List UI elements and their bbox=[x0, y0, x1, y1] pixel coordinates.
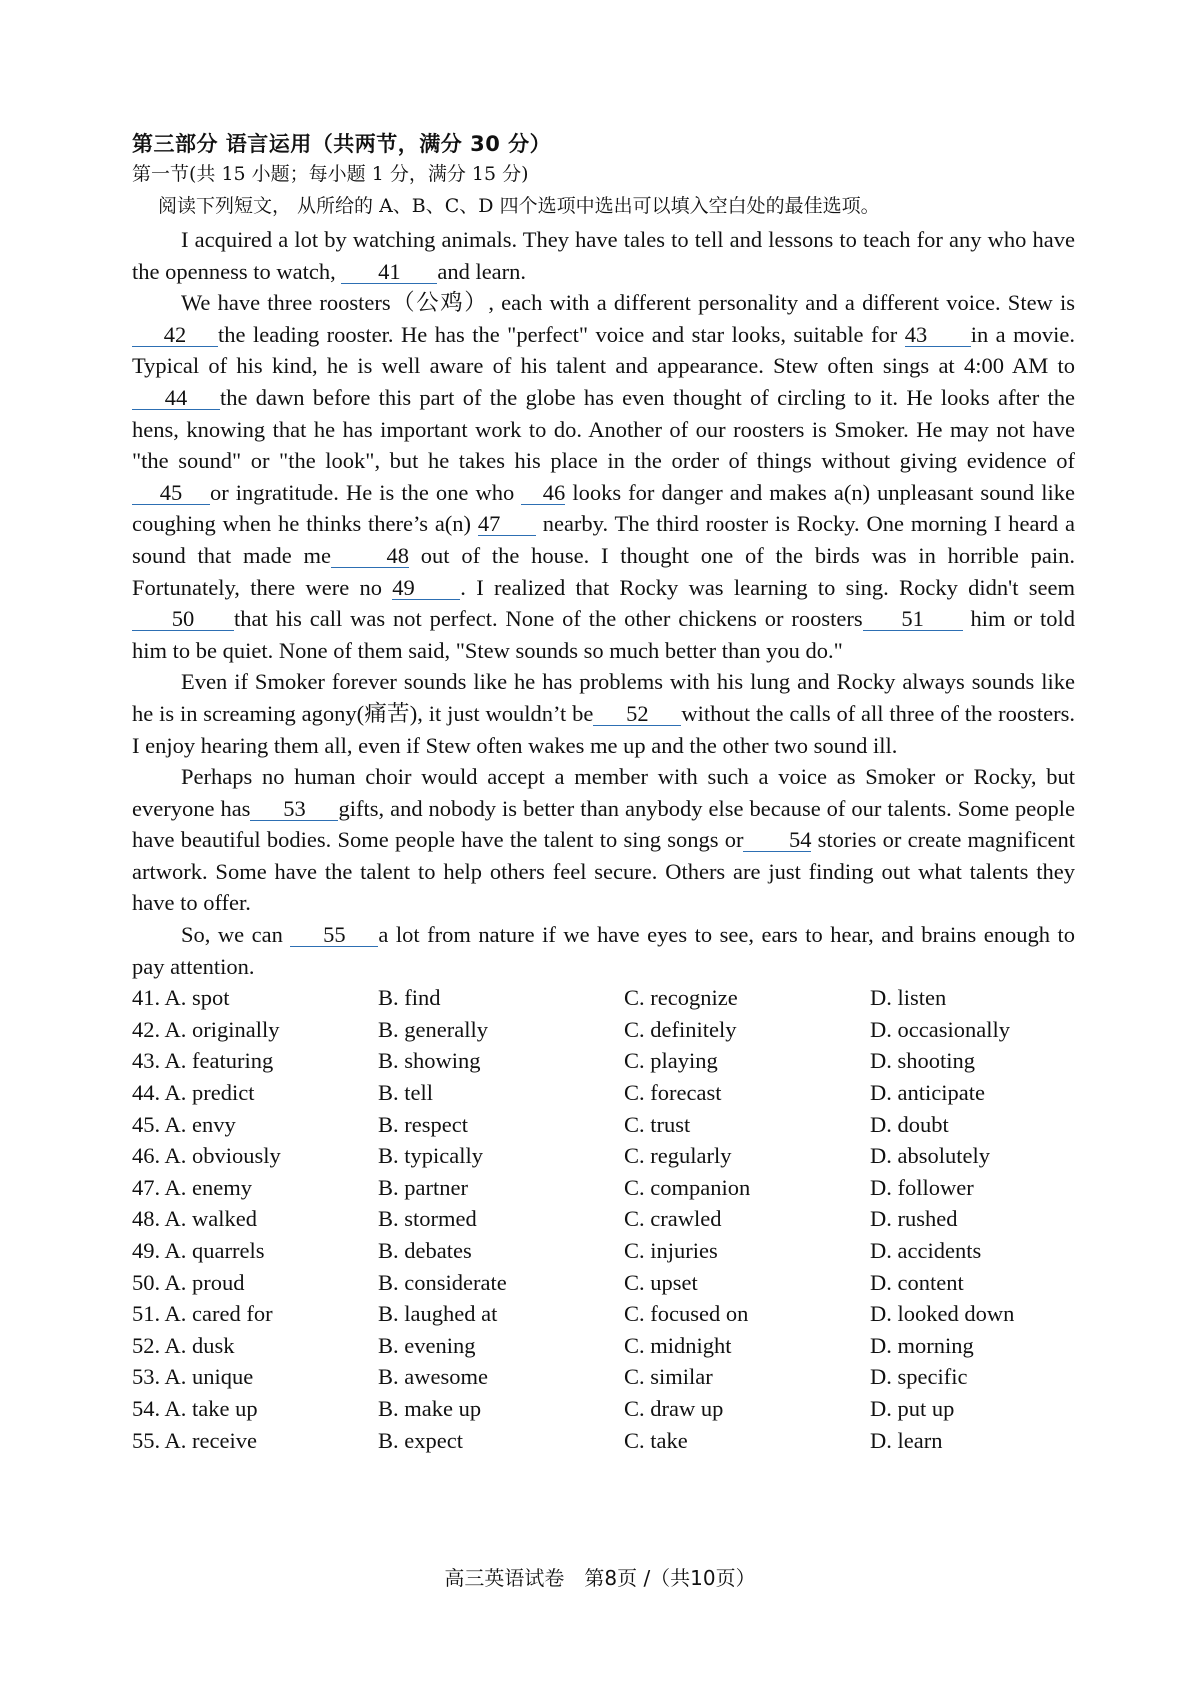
text: the leading rooster. He has the "perfect" voice and star looks, suitable for bbox=[218, 321, 905, 347]
text: and learn. bbox=[437, 258, 527, 284]
option-b: B. make up bbox=[378, 1395, 482, 1421]
option-b: B. tell bbox=[378, 1080, 433, 1106]
option-b: B. generally bbox=[378, 1016, 488, 1042]
text: out of the house. I thought one of the birds was in horrible pain. Fortunately, there were no bbox=[132, 542, 1075, 600]
option-d: D. occasionally bbox=[870, 1016, 1010, 1042]
option-row-48 bbox=[132, 1203, 1075, 1235]
option-d: D. accidents bbox=[870, 1238, 982, 1263]
option-a: 53. A. unique bbox=[132, 1364, 254, 1390]
text: stories or create magnificent artwork. Some have the talent to help others feel secure. Others are just finding out what talents they have to offer. bbox=[132, 827, 1075, 916]
blank-52: 52 bbox=[593, 703, 681, 726]
option-d: D. learn bbox=[870, 1427, 943, 1453]
option-b: B. find bbox=[378, 985, 441, 1011]
option-a: 49. A. quarrels bbox=[132, 1238, 265, 1263]
option-row-50 bbox=[132, 1267, 1075, 1299]
text: So, we can bbox=[181, 922, 291, 948]
option-row-42 bbox=[132, 1014, 1075, 1046]
exam-page bbox=[132, 130, 1075, 1456]
paragraph-2 bbox=[132, 287, 1075, 666]
option-c: C. draw up bbox=[624, 1395, 724, 1421]
text: without the calls of all three of the roosters. I enjoy hearing them all, even if Stew often wakes me up and the other two sound ill. bbox=[132, 700, 1075, 758]
option-d: D. doubt bbox=[870, 1111, 949, 1137]
blank-44: 44 bbox=[132, 387, 220, 410]
option-d: D. content bbox=[870, 1269, 964, 1295]
option-c: C. take bbox=[624, 1427, 688, 1453]
option-b: B. stormed bbox=[378, 1206, 477, 1232]
option-b: B. laughed at bbox=[378, 1301, 498, 1327]
option-c: C. recognize bbox=[624, 985, 738, 1011]
option-d: D. listen bbox=[870, 985, 947, 1011]
paragraph-4 bbox=[132, 761, 1075, 919]
option-row-41 bbox=[132, 982, 1075, 1014]
blank-54: 54 bbox=[743, 829, 811, 852]
option-c: C. focused on bbox=[624, 1301, 749, 1327]
option-d: D. follower bbox=[870, 1174, 974, 1200]
option-d: D. anticipate bbox=[870, 1080, 985, 1106]
option-d: D. shooting bbox=[870, 1048, 976, 1074]
option-row-52 bbox=[132, 1330, 1075, 1362]
option-b: B. considerate bbox=[378, 1269, 507, 1295]
text: in a movie. Typical of his kind, he is well aware of his talent and appearance. Stew often sings at 4:00 AM to bbox=[132, 321, 1076, 379]
text: gifts, and nobody is better than anybody else because of our talents. Some people have beautiful bodies. Some people have the talent to sing songs or bbox=[132, 795, 1075, 853]
option-c: C. regularly bbox=[624, 1143, 732, 1169]
option-a: 45. A. envy bbox=[132, 1111, 236, 1137]
option-c: C. definitely bbox=[624, 1016, 737, 1042]
blank-48: 48 bbox=[331, 545, 409, 568]
text: We have three roosters（公鸡）, each with a different personality and a different voice. Stew is bbox=[181, 290, 1075, 316]
paragraph-5 bbox=[132, 919, 1075, 982]
option-c: C. companion bbox=[624, 1174, 751, 1200]
option-row-44 bbox=[132, 1077, 1075, 1109]
text: that his call was not perfect. None of the other chickens or roosters bbox=[234, 606, 863, 632]
option-row-43 bbox=[132, 1045, 1075, 1077]
blank-42: 42 bbox=[132, 324, 218, 347]
blank-51: 51 bbox=[863, 608, 963, 631]
option-a: 41. A. spot bbox=[132, 985, 230, 1011]
option-d: D. rushed bbox=[870, 1206, 958, 1232]
option-b: B. partner bbox=[378, 1174, 468, 1200]
option-d: D. morning bbox=[870, 1332, 974, 1358]
option-c: C. trust bbox=[624, 1111, 691, 1137]
option-row-53 bbox=[132, 1361, 1075, 1393]
option-b: B. awesome bbox=[378, 1364, 488, 1390]
blank-45: 45 bbox=[132, 482, 210, 505]
blank-41: 41 bbox=[341, 261, 437, 284]
blank-47: 47 bbox=[478, 513, 536, 536]
blank-55: 55 bbox=[290, 924, 378, 947]
blank-50: 50 bbox=[132, 608, 234, 631]
option-row-55 bbox=[132, 1425, 1075, 1457]
option-a: 50. A. proud bbox=[132, 1269, 245, 1295]
paragraph-3 bbox=[132, 666, 1075, 761]
text: the dawn before this part of the globe has even thought of circling to it. He looks after the hens, knowing that he has important work to do. Another of our roosters is Smoker. He may not have "the sound" or "the look", but he takes his place in the order of things without giving evidence of bbox=[132, 384, 1075, 474]
option-c: C. similar bbox=[624, 1364, 713, 1390]
instructions: 阅读下列短文， 从所给的 A、B、C、D 四个选项中选出可以填入空白处的最佳选项。 bbox=[158, 195, 880, 217]
text: nearby. The third rooster is Rocky. One morning I heard a sound that made me bbox=[132, 511, 1075, 568]
option-row-46 bbox=[132, 1140, 1075, 1172]
option-row-47 bbox=[132, 1172, 1075, 1204]
option-a: 52. A. dusk bbox=[132, 1332, 235, 1358]
blank-43: 43 bbox=[905, 324, 971, 347]
option-b: B. showing bbox=[378, 1048, 481, 1074]
option-b: B. respect bbox=[378, 1111, 468, 1137]
text: or ingratitude. He is the one who bbox=[210, 479, 522, 505]
text: looks for danger and makes a(n) unpleasant sound like coughing when he thinks there’s a(n) bbox=[132, 479, 1075, 537]
option-a: 54. A. take up bbox=[132, 1395, 258, 1421]
option-row-45 bbox=[132, 1109, 1075, 1141]
option-c: C. playing bbox=[624, 1048, 718, 1074]
text: . I realized that Rocky was learning to sing. Rocky didn't seem bbox=[460, 574, 1075, 600]
option-c: C. forecast bbox=[624, 1080, 722, 1106]
option-a: 42. A. originally bbox=[132, 1016, 280, 1042]
text: him or told him to be quiet. None of them said, "Stew sounds so much better than you do." bbox=[132, 606, 1076, 663]
text: Perhaps no human choir would accept a member with such a voice as Smoker or Rocky, but everyone has bbox=[132, 764, 1075, 821]
option-a: 51. A. cared for bbox=[132, 1301, 273, 1327]
option-a: 44. A. predict bbox=[132, 1080, 255, 1106]
option-c: C. crawled bbox=[624, 1206, 722, 1232]
subsection-title: 第一节(共 15 小题；每小题 1 分，满分 15 分) bbox=[132, 163, 529, 185]
option-d: D. looked down bbox=[870, 1301, 1015, 1327]
options-list bbox=[132, 982, 1075, 1456]
option-row-54 bbox=[132, 1393, 1075, 1425]
paragraph-1 bbox=[132, 224, 1075, 287]
option-b: B. evening bbox=[378, 1332, 476, 1358]
section-title: 第三部分 语言运用（共两节，满分 30 分） bbox=[132, 132, 552, 156]
option-d: D. absolutely bbox=[870, 1143, 990, 1169]
option-c: C. midnight bbox=[624, 1332, 732, 1358]
option-a: 55. A. receive bbox=[132, 1427, 257, 1453]
page-footer: 高三英语试卷 第8页 /（共10页） bbox=[444, 1566, 756, 1590]
text: Even if Smoker forever sounds like he has problems with his lung and Rocky always sounds like he is in screaming agony(痛苦), it just wouldn’t be bbox=[132, 669, 1075, 726]
option-b: B. debates bbox=[378, 1238, 472, 1263]
option-b: B. typically bbox=[378, 1143, 483, 1169]
option-d: D. put up bbox=[870, 1395, 955, 1421]
blank-46: 46 bbox=[521, 482, 565, 505]
option-d: D. specific bbox=[870, 1364, 968, 1390]
option-row-51 bbox=[132, 1298, 1075, 1330]
option-c: C. injuries bbox=[624, 1238, 718, 1263]
option-a: 43. A. featuring bbox=[132, 1048, 274, 1074]
blank-49: 49 bbox=[392, 577, 460, 600]
text: a lot from nature if we have eyes to see, ears to hear, and brains enough to pay attention. bbox=[132, 922, 1075, 979]
option-a: 47. A. enemy bbox=[132, 1174, 252, 1200]
option-c: C. upset bbox=[624, 1269, 698, 1295]
option-b: B. expect bbox=[378, 1427, 463, 1453]
option-a: 46. A. obviously bbox=[132, 1143, 281, 1169]
blank-53: 53 bbox=[250, 798, 338, 821]
option-a: 48. A. walked bbox=[132, 1206, 257, 1232]
text: I acquired a lot by watching animals. They have tales to tell and lessons to teach for any who have the openness to watch, bbox=[132, 227, 1075, 284]
option-row-49 bbox=[132, 1235, 1075, 1267]
passage bbox=[132, 224, 1075, 982]
